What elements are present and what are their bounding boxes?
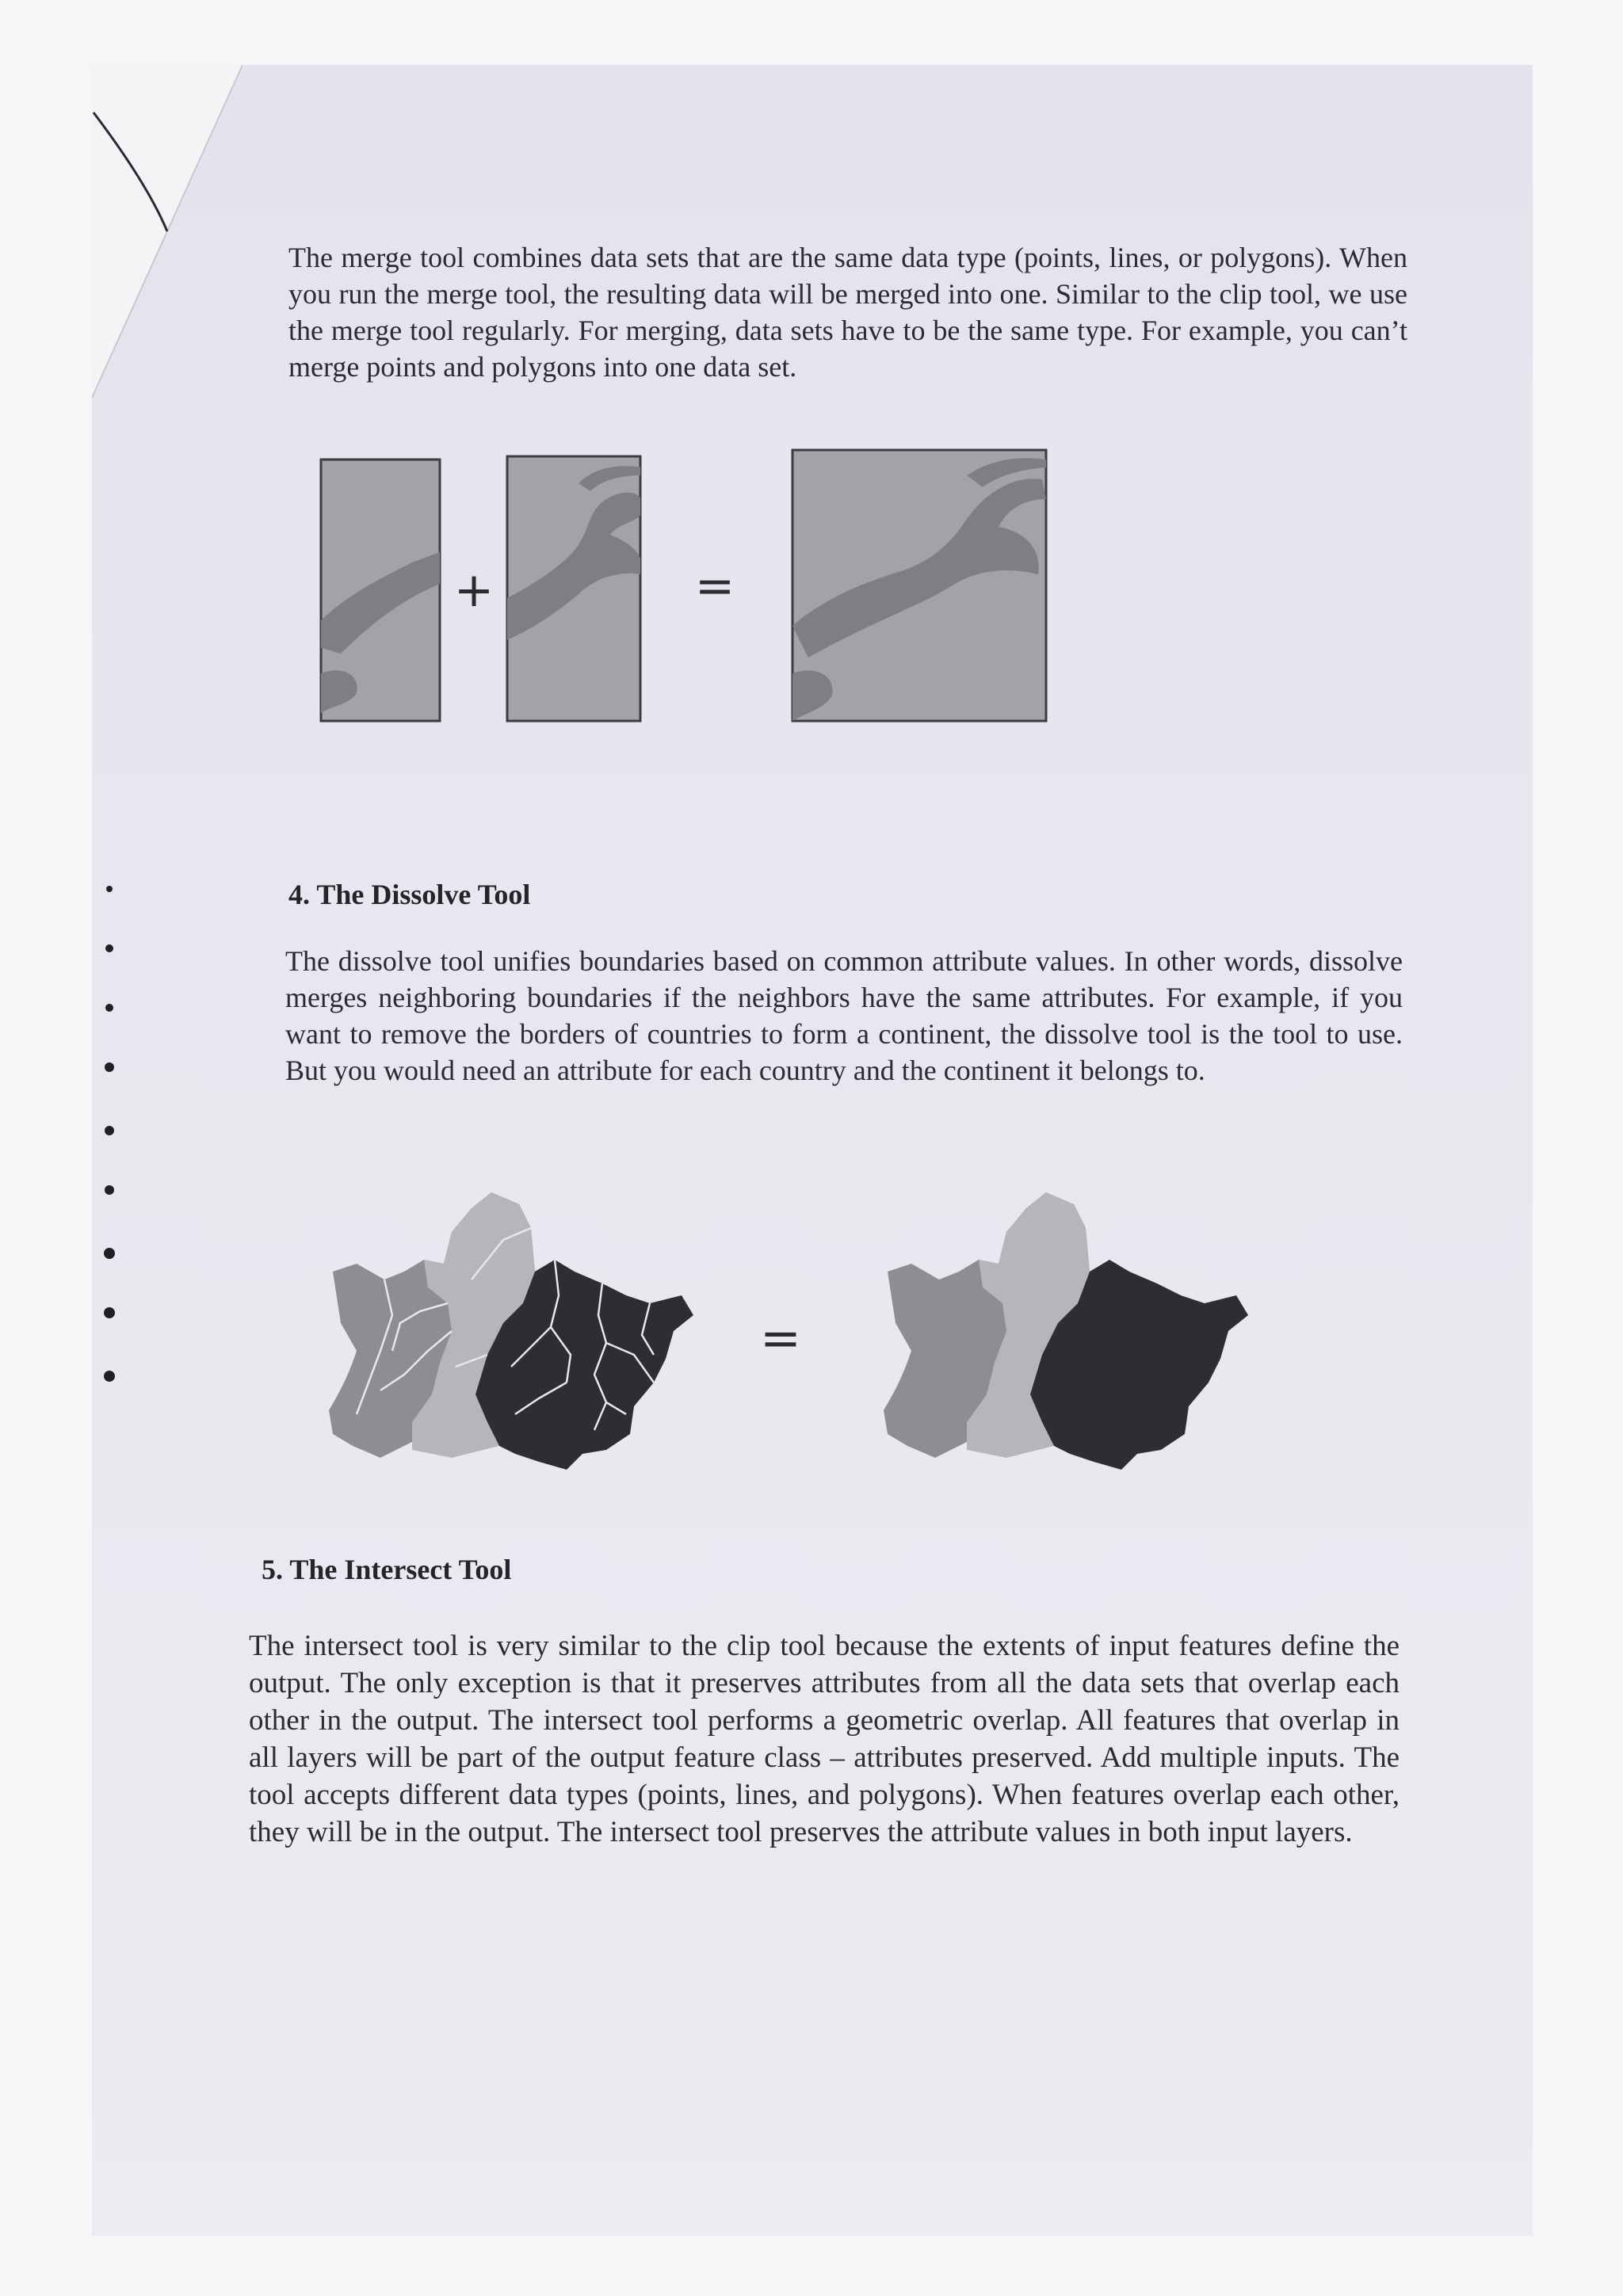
merge-input-b xyxy=(499,456,643,721)
merge-plus-sign: + xyxy=(453,563,495,618)
merge-output xyxy=(792,450,1046,721)
merge-figure xyxy=(317,444,1054,729)
dissolve-paragraph: The dissolve tool unifies boundaries based on common attribute values. In other words, dissolve merges neighboring boundaries if the neighbors have the same attributes. For example, if you want to remove the borders of countries to form a continent, the dissolve tool is the tool to use. But you would need an attribute for each country and the continent it belongs to. xyxy=(285,945,1403,1086)
paper-sheet xyxy=(92,65,1533,2236)
dissolve-figure xyxy=(293,1184,1268,1486)
merge-input-a xyxy=(317,460,444,721)
dissolve-heading: 4. The Dissolve Tool xyxy=(288,879,531,910)
merge-equals-sign: = xyxy=(694,559,735,614)
intersect-paragraph: The intersect tool is very similar to the clip tool because the extents of input features define the output. The only exception is that it preserves attributes from all the data sets that overlap each other in the output. The intersect tool performs a geometric overlap. All features that overlap in all layers will be part of the output feature class – attributes preserved. Add multiple inputs. The tool accepts different data types (points, lines, and polygons). When features overlap each other, they will be in the output. The intersect tool preserves the attribute values in both input layers. xyxy=(249,1630,1400,1848)
intersect-heading: 5. The Intersect Tool xyxy=(262,1554,512,1585)
dissolve-equals-sign: = xyxy=(760,1309,801,1367)
dissolve-input-map xyxy=(329,1192,693,1470)
dissolve-output-map xyxy=(884,1192,1248,1470)
merge-paragraph: The merge tool combines data sets that are the same data type (points, lines, or polygons). When you run the merge tool, the resulting data will be merged into one. Similar to the clip tool, we use the merge tool regularly. For merging, data sets have to be the same type. For example, you can’t merge points and polygons into one data set. xyxy=(288,242,1407,383)
